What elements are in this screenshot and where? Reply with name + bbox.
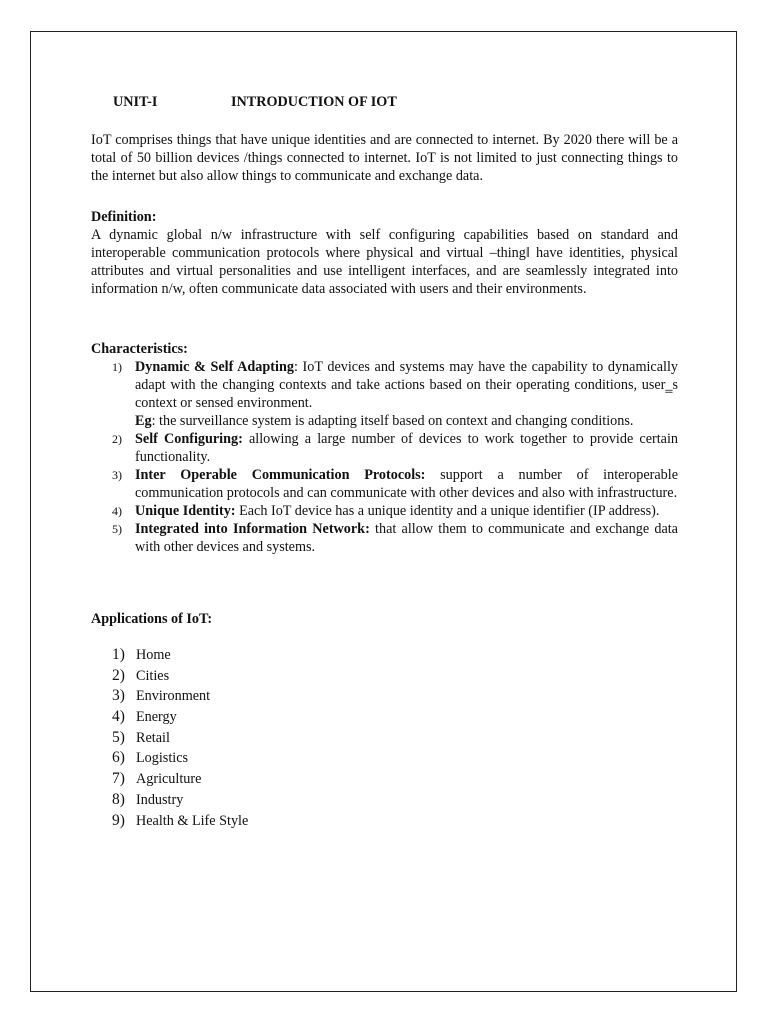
list-item: [91, 466, 678, 502]
list-item: [91, 430, 678, 466]
characteristics-list: [91, 358, 678, 556]
characteristic-description: that allow them to communicate and exchange data with other devices and systems.: [135, 521, 678, 555]
characteristic-term: Self Configuring:: [135, 431, 243, 447]
application-label: Retail: [136, 729, 170, 746]
characteristic-description: allowing a large number of devices to work together to provide certain functionality.: [135, 431, 679, 465]
application-label: Agriculture: [136, 771, 202, 788]
characteristic-term: Dynamic & Self Adapting: [135, 359, 294, 375]
list-item: [112, 748, 248, 769]
list-item: [91, 502, 678, 520]
page-title: INTRODUCTION OF IOT: [231, 94, 397, 110]
list-number: 5): [112, 728, 125, 746]
list-item: [91, 520, 678, 556]
list-number: 4): [112, 504, 122, 518]
applications-heading: Applications of IoT:: [91, 611, 213, 627]
list-item: [112, 790, 248, 811]
list-item: [112, 811, 248, 832]
characteristic-description: IoT devices and systems may have the capability to dynamically adapt with the changing contexts and take actions based on their operating conditions, user‗s context or sensed environment.: [135, 359, 678, 411]
characteristic-term: Inter Operable Communication Protocols:: [135, 467, 426, 483]
list-item: [91, 358, 678, 430]
application-label: Logistics: [136, 750, 189, 767]
application-label: Energy: [136, 709, 177, 726]
list-number: 3): [112, 687, 125, 705]
application-label: Health & Life Style: [136, 812, 249, 829]
list-number: 4): [112, 708, 125, 726]
list-number: 2): [112, 432, 122, 446]
example-label: Eg: [135, 413, 152, 429]
list-number: 8): [112, 790, 125, 808]
application-label: Industry: [136, 791, 184, 808]
list-number: 1): [112, 646, 125, 663]
list-item: [112, 666, 248, 687]
intro-paragraph: IoT comprises things that have unique identities and are connected to internet. By 2020 there will be a total of 50 billion devices /things connected to internet. IoT is not limited to just connecting things to the internet but also allow things to communicate and exchange data.: [91, 132, 678, 184]
application-label: Cities: [136, 667, 170, 684]
characteristics-heading: Characteristics:: [91, 341, 188, 357]
list-number: 6): [112, 749, 125, 767]
example-text: : the surveillance system is adapting itself based on context and changing conditions.: [151, 413, 634, 429]
list-number: 5): [112, 522, 122, 536]
list-number: 1): [112, 360, 122, 374]
list-number: 7): [112, 770, 125, 788]
characteristic-term: Unique Identity:: [135, 503, 236, 519]
list-number: 9): [112, 811, 125, 829]
characteristic-description: support a number of interoperable communication protocols and can communicate with other devices and also with infrastructure.: [135, 467, 679, 501]
application-label: Environment: [136, 688, 211, 705]
list-item: [112, 728, 248, 749]
list-number: 2): [112, 666, 125, 684]
list-item: [112, 686, 248, 707]
list-item: [112, 707, 248, 728]
applications-list: [112, 645, 248, 831]
characteristic-description: Each IoT device has a unique identity and a unique identifier (IP address).: [235, 503, 660, 519]
definition-paragraph: A dynamic global n/w infrastructure with self configuring capabilities based on standard and interoperable communication protocols where physical and virtual –thing‖ have identities, physical attributes and virtual personalities and use intelligent interfaces, and are seamlessly integrated into information n/w, often communicate data associated with users and their environments.: [91, 227, 678, 297]
list-number: 3): [112, 468, 122, 482]
application-label: Home: [136, 647, 171, 663]
characteristic-term: Integrated into Information Network:: [135, 521, 370, 537]
unit-label: UNIT-I: [113, 94, 158, 110]
characteristic-separator: :: [293, 359, 298, 375]
list-item: [112, 769, 248, 790]
definition-heading: Definition:: [91, 209, 157, 225]
list-item: [112, 645, 248, 666]
